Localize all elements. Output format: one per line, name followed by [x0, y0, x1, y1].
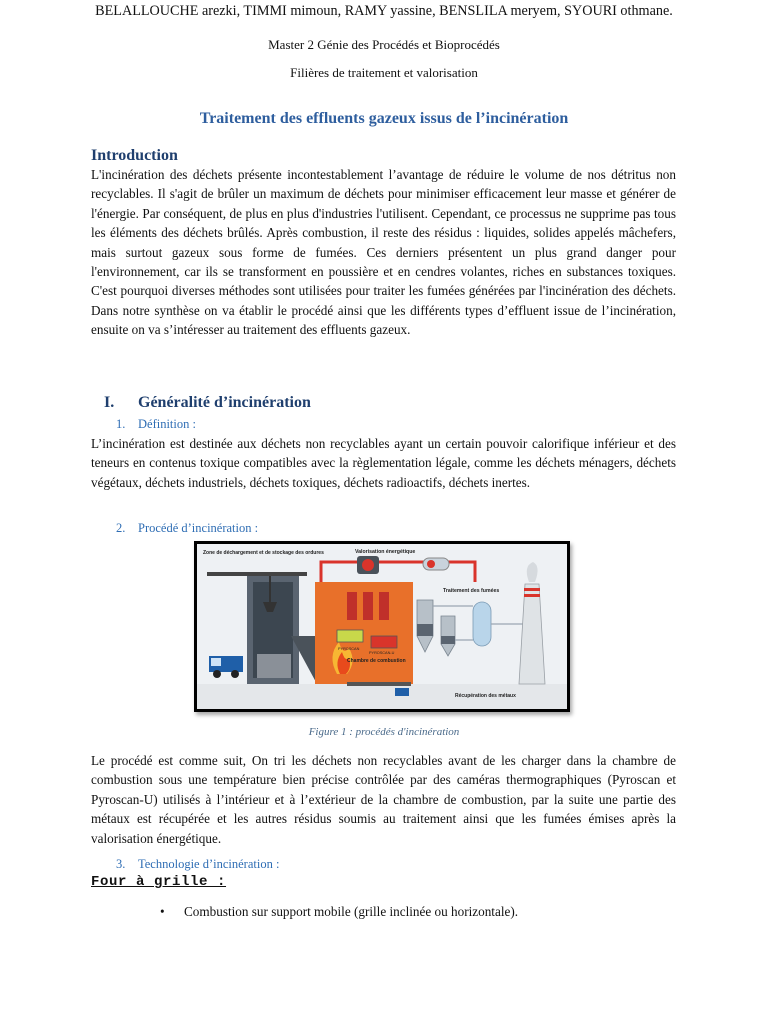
four-a-grille-heading: Four à grille : — [91, 874, 227, 890]
section-1-title: Généralité d’incinération — [138, 394, 311, 411]
document-title: Traitement des effluents gazeux issus de l’incinération — [199, 110, 569, 127]
figure-label-pyroscan-u: PYROSCAN-U — [369, 651, 395, 655]
subsection-1-number: 1. — [116, 417, 126, 431]
subsection-definition-heading — [116, 417, 196, 432]
procede-paragraph: Le procédé est comme suit, On tri les déchets non recyclables avant de les charger dans la chambre de combustion sous une température bien précise contrôlée par des caméras thermographiques (Pyroscan et Pyroscan-U) utilisés à l’intérieur et à l’extérieur de la chambre de combustion, par la suite une partie des métaux est récupérée et les autres résidus soumis au traitement ainsi que les fumées émises après la valorisation énergétique. — [91, 753, 676, 846]
authors-line: BELALLOUCHE arezki, TIMMI mimoun, RAMY yassine, BENSLILA meryem, SYOURI othmane. — [95, 3, 673, 19]
figure-label-traitement: Traitement des fumées — [443, 588, 500, 594]
bullet-text: Combustion sur support mobile (grille inclinée ou horizontale). — [184, 904, 519, 919]
subsection-3-number: 3. — [116, 857, 126, 871]
bullet-dot-icon: • — [160, 904, 165, 919]
figure-label-recuperation: Récupération des métaux — [455, 693, 516, 699]
introduction-paragraph: L'incinération des déchets présente incontestablement l’avantage de réduire le volume de nos détritus non recyclables. Il s'agit de brûler un maximum de déchets pour minimiser efficacement leur masse et générer de l'énergie. Par conséquent, de plus en plus d'industries l'utilisent. Cependant, ce processus ne supprime pas tous les éléments des déchets brûlés. Après combustion, il reste des résidus : liquides, solides appelés mâchefers, mais surtout gazeux sous forme de fumées. Ces derniers présentent un plus grand danger pour l'environnement, car ils se transforment en poussière et en cendres volantes, riches en substances toxiques. C'est pourquoi diverses méthodes sont utilisées pour traiter les fumées générées par l'incinération des déchets. Dans notre synthèse on va établir le procédé ainsi que les différents types d’effluent issue de l’incinération, ensuite on va s’intéresser au traitement des effluents gazeux. — [91, 167, 676, 338]
section-1-heading — [104, 394, 311, 412]
introduction-heading: Introduction — [91, 147, 178, 164]
program-line: Master 2 Génie des Procédés et Bioprocédés — [268, 37, 500, 52]
subsection-2-number: 2. — [116, 521, 126, 535]
figure-label-valorisation: Valorisation énergétique — [355, 549, 416, 555]
figure-label-pyroscan: PYROSCAN — [338, 647, 360, 651]
subsection-procede-heading — [116, 521, 258, 536]
subsection-1-label: Définition : — [138, 417, 196, 431]
figure-caption: Figure 1 : procédés d'incinération — [308, 726, 460, 738]
section-1-number: I. — [104, 394, 115, 411]
figure-label-zone: Zone de déchargement et de stockage des ordures — [203, 550, 324, 556]
incineration-process-figure — [194, 541, 570, 712]
definition-paragraph: L’incinération est destinée aux déchets non recyclables ayant un certain pouvoir calorifique inférieur et des teneurs en contenus toxique compatibles avec la règlementation légale, comme les déchets ménagers, déchets végétaux, déchets industriels, déchets toxiques, déchets radioactifs, déchets inertes. — [91, 436, 676, 490]
course-line: Filières de traitement et valorisation — [290, 65, 478, 80]
subsection-3-label: Technologie d’incinération : — [138, 857, 280, 871]
bullet-item — [160, 904, 518, 920]
subsection-technologie-heading — [116, 857, 279, 872]
figure-label-chambre: Chambre de combustion — [347, 658, 406, 664]
subsection-2-label: Procédé d’incinération : — [138, 521, 259, 535]
